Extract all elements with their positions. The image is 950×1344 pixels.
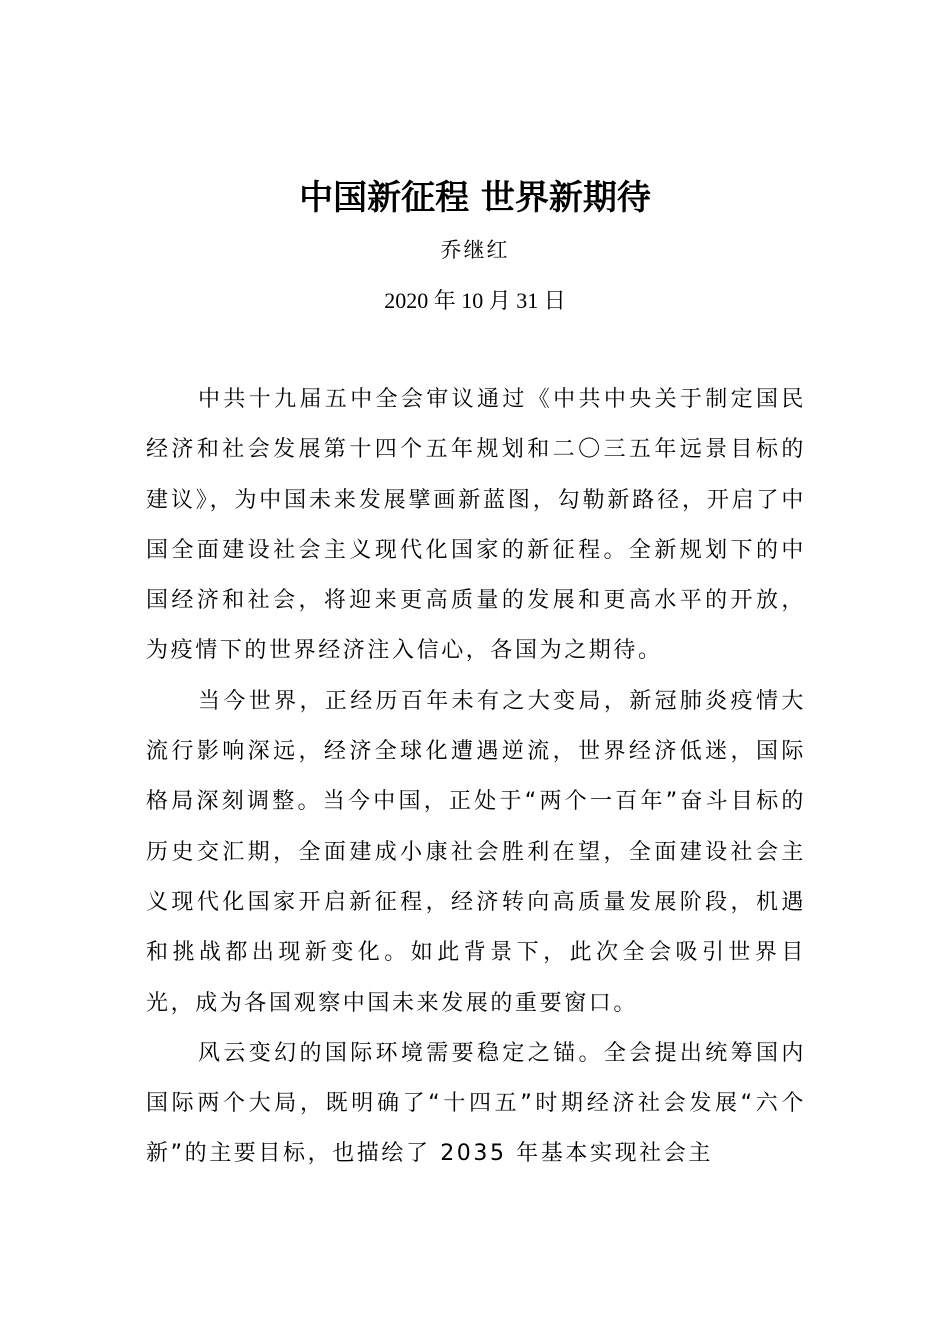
document-author: 乔继红 xyxy=(440,238,510,262)
paragraph-3: 风云变幻的国际环境需要稳定之锚。全会提出统筹国内国际两个大局，既明确了“十四五”时期经济社会发展“六个新”的主要目标，也描绘了 2035 年基本实现社会主 xyxy=(146,1040,806,1167)
document-title: 中国新征程 世界新期待 xyxy=(299,178,651,218)
document-body xyxy=(146,375,806,1180)
paragraph-1: 中共十九届五中全会审议通过《中共中央关于制定国民经济和社会发展第十四个五年规划和二〇三五年远景目标的建议》，为中国未来发展擘画新蓝图，勾勒新路径，开启了中国全面建设社会主义现代化国家的新征程。全新规划下的中国经济和社会，将迎来更高质量的发展和更高水平的开放，为疫情下的世界经济注入信心，各国为之期待。 xyxy=(146,387,806,664)
document-date: 2020 年 10 月 31 日 xyxy=(384,288,566,313)
paragraph-2: 当今世界，正经历百年未有之大变局，新冠肺炎疫情大流行影响深远，经济全球化遭遇逆流，世界经济低迷，国际格局深刻调整。当今中国，正处于“两个一百年”奋斗目标的历史交汇期，全面建成小康社会胜利在望，全面建设社会主义现代化国家开启新征程，经济转向高质量发展阶段，机遇和挑战都出现新变化。如此背景下，此次全会吸引世界目光，成为各国观察中国未来发展的重要窗口。 xyxy=(146,688,806,1016)
